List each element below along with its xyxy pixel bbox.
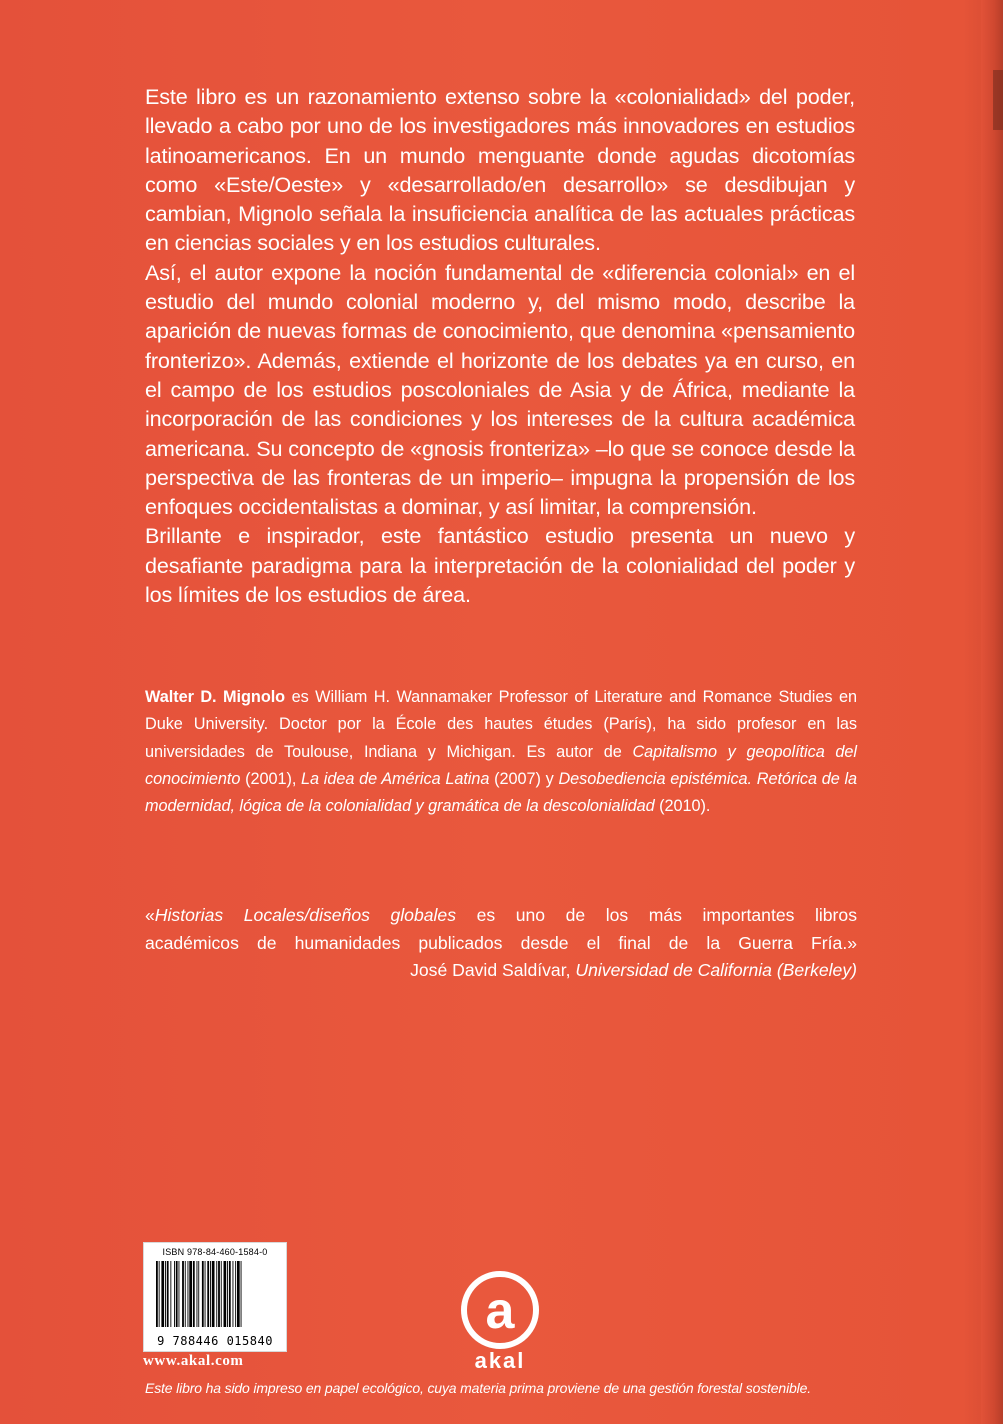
attribution-institution: Universidad de California (Berkeley) xyxy=(575,960,857,981)
bio-text-1: es William H. Wannamaker Professor of Literature and Romance Studies en Duke University. Doctor por la École des hautes études (París), ha sido profesor en las universidades de Toulouse, Indiana y Michigan. Es autor de xyxy=(145,688,857,761)
barcode-bar xyxy=(156,1261,158,1327)
barcode-bar xyxy=(229,1261,231,1327)
quote-line-1-rest: es uno de los más importantes libros xyxy=(456,905,858,925)
author-name: Walter D. Mignolo xyxy=(145,688,286,706)
barcode-bar xyxy=(182,1261,184,1327)
quote-line-1 xyxy=(145,902,857,930)
barcode-bar xyxy=(233,1261,234,1327)
barcode xyxy=(143,1242,287,1352)
barcode-bars xyxy=(154,1261,276,1327)
barcode-bar xyxy=(159,1261,160,1327)
barcode-bar xyxy=(176,1261,178,1327)
author-bio xyxy=(145,684,857,820)
isbn-text: ISBN 978-84-460-1584-0 xyxy=(162,1247,268,1257)
quote-attribution xyxy=(145,957,857,985)
barcode-bar xyxy=(197,1261,198,1327)
barcode-bar xyxy=(235,1261,236,1327)
publisher-website: www.akal.com xyxy=(143,1353,244,1369)
barcode-bar xyxy=(237,1261,240,1327)
barcode-bar xyxy=(221,1261,222,1327)
barcode-digits: 9 788446 015840 xyxy=(157,1334,273,1348)
quoted-book-title: Historias Locales/diseños globales xyxy=(154,905,457,925)
barcode-bar xyxy=(179,1261,180,1327)
akal-logo-icon xyxy=(450,1270,550,1360)
barcode-bar xyxy=(212,1261,215,1327)
blurb xyxy=(145,82,855,609)
quote-line-2: académicos de humanidades publicados desde el final de la Guerra Fría.» xyxy=(145,932,857,953)
barcode-bar xyxy=(218,1261,220,1327)
barcode-bar xyxy=(167,1261,169,1327)
barcode-bar xyxy=(241,1261,242,1327)
barcode-bar xyxy=(193,1261,195,1327)
blurb-paragraph-3: Brillante e inspirador, este fantástico estudio presenta un nuevo y desafiante paradigma para la interpretación de la colonialidad del poder y los límites de los estudios de área. xyxy=(145,523,855,608)
eco-note: Este libro ha sido impreso en papel ecológico, cuya materia prima proviene de una gestión forestal sostenible. xyxy=(145,1380,812,1396)
barcode-bar xyxy=(161,1261,164,1327)
barcode-bar xyxy=(185,1261,186,1327)
barcode-bar xyxy=(224,1261,227,1327)
barcode-bar xyxy=(189,1261,192,1327)
barcode-bar xyxy=(198,1261,199,1327)
attribution-name: José David Saldívar, xyxy=(410,960,576,981)
barcode-bar xyxy=(207,1261,209,1327)
book-title-2: La idea de América Latina xyxy=(301,769,490,788)
bio-text-4: (2010). xyxy=(654,797,711,816)
blurb-paragraph-1: Este libro es un razonamiento extenso sobre la «colonialidad» del poder, llevado a cabo por uno de los investigadores más innovadores en estudios latinoamericanos. En un mundo menguante donde agudas dicotomías como «Este/Oeste» y «desarrollado/en desarrollo» se desdibujan y cambian, Mignolo señala la insuficiencia analítica de las actuales prácticas en ciencias sociales y en los estudios culturales. xyxy=(145,84,855,256)
logo-glyph: a xyxy=(485,1282,515,1340)
book-title-3: Desobediencia epistémica. Retórica de la modernidad, lógica de la colonialidad y gramática de la descolonialidad xyxy=(145,769,858,816)
barcode-bar xyxy=(227,1261,228,1327)
bio-text-2: (2001), xyxy=(240,769,302,788)
barcode-bar xyxy=(216,1261,217,1327)
book-title-1: Capitalismo y geopolítica del conocimiento xyxy=(145,742,857,788)
barcode-bar xyxy=(174,1261,175,1327)
spine-edge xyxy=(981,0,1003,1424)
barcode-bar xyxy=(202,1261,204,1327)
spine-shadow xyxy=(993,70,1003,130)
bio-text-3: (2007) y xyxy=(489,769,559,788)
barcode-bar xyxy=(210,1261,211,1327)
quote-open-mark: « xyxy=(145,905,155,925)
logo-wordmark: akal xyxy=(474,1348,526,1373)
barcode-bar xyxy=(170,1261,171,1327)
review-quote xyxy=(145,902,857,985)
barcode-bar xyxy=(205,1261,206,1327)
barcode-bar xyxy=(165,1261,166,1327)
barcode-bar xyxy=(188,1261,189,1327)
blurb-paragraph-2: Así, el autor expone la noción fundamental de «diferencia colonial» en el estudio del mundo colonial moderno y, del mismo modo, describe la aparición de nuevas formas de conocimiento, que denomina «pensamiento fronterizo». Además, extiende el horizonte de los debates ya en curso, en el campo de los estudios poscoloniales de Asia y de África, mediante la incorporación de las condiciones y los intereses de la cultura académica americana. Su concepto de «gnosis fronteriza» –lo que se conoce desde la perspectiva de las fronteras de un imperio– impugna la propensión de los enfoques occidentalistas a dominar, y así limitar, la comprensión. xyxy=(145,259,855,520)
